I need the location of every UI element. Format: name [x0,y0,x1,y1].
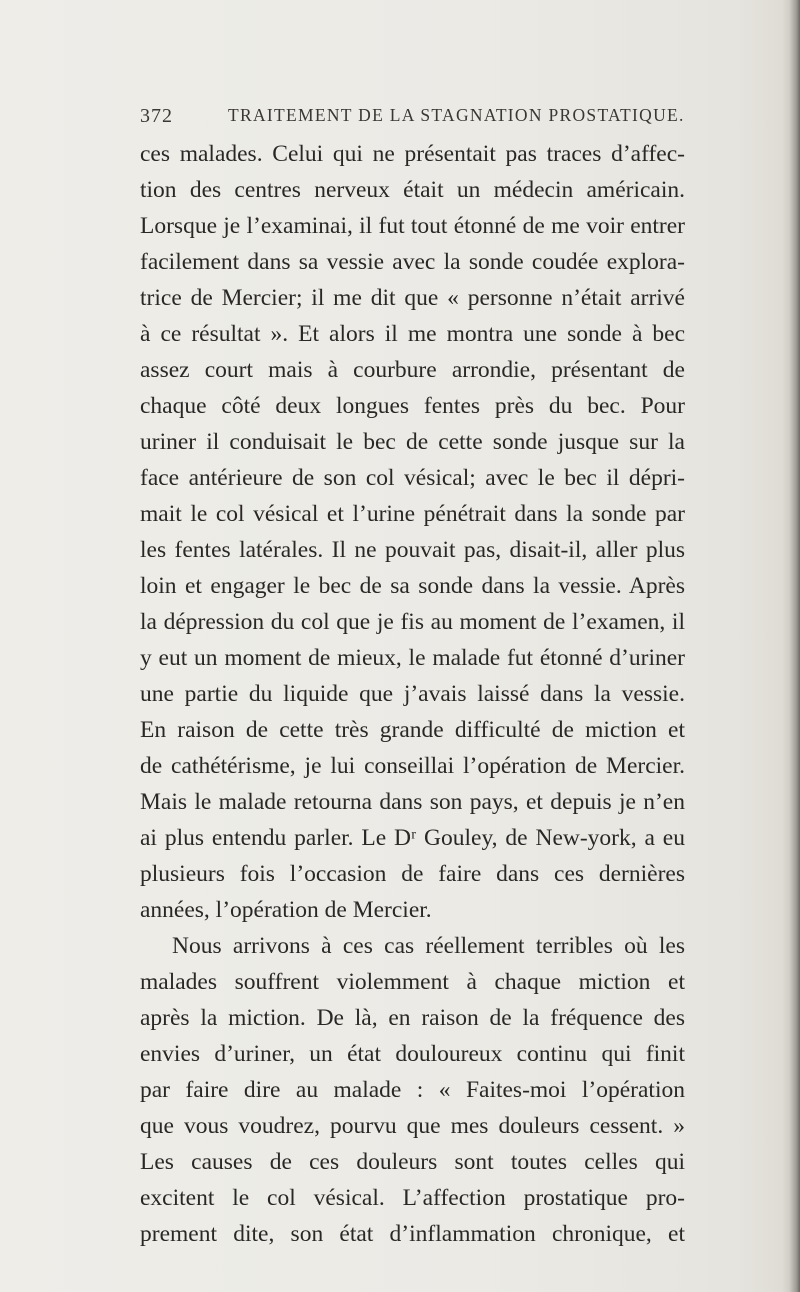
text-line: de cathétérisme, je lui conseillai l’opération de Mercier. [140,753,685,779]
text-line: prement dite, son état d’inflammation chronique, et [140,1221,685,1247]
text-line: trice de Mercier; il me dit que « personne n’était arrivé [140,285,685,311]
text-line: chaque côté deux longues fentes près du bec. Pour [140,393,685,419]
text-line: envies d’uriner, un état douloureux continu qui finit [140,1041,685,1067]
text-line: face antérieure de son col vésical; avec le bec il dépri- [140,465,685,491]
running-title: TRAITEMENT DE LA STAGNATION PROSTATIQUE. [228,105,685,125]
paragraph-start-line: Nous arrivons à ces cas réellement terribles où les [172,933,685,959]
page-header [140,105,685,129]
text-line: malades souffrent violemment à chaque miction et [140,969,685,995]
text-line: à ce résultat ». Et alors il me montra une sonde à bec [140,321,685,347]
text-line: les fentes latérales. Il ne pouvait pas, disait-il, aller plus [140,537,685,563]
page-binding-shadow [782,0,800,1292]
text-line: assez court mais à courbure arrondie, présentant de [140,357,685,383]
text-line: une partie du liquide que j’avais laissé dans la vessie. [140,681,685,707]
text-line: uriner il conduisait le bec de cette sonde jusque sur la [140,429,685,455]
text-line: ai plus entendu parler. Le Dʳ Gouley, de New-york, a eu [140,825,685,851]
text-line: plusieurs fois l’occasion de faire dans ces dernières [140,861,685,887]
text-line: par faire dire au malade : « Faites-moi l’opération [140,1077,685,1103]
text-line: après la miction. De là, en raison de la fréquence des [140,1005,685,1031]
text-line: la dépression du col que je fis au moment de l’examen, il [140,609,685,635]
text-line: y eut un moment de mieux, le malade fut étonné d’uriner [140,645,685,671]
text-line: que vous voudrez, pourvu que mes douleurs cessent. » [140,1113,685,1139]
paragraph-end-line: années, l’opération de Mercier. [140,897,432,923]
text-line: ces malades. Celui qui ne présentait pas traces d’affec- [140,141,685,167]
text-line: mait le col vésical et l’urine pénétrait dans la sonde par [140,501,685,527]
text-line: facilement dans sa vessie avec la sonde coudée explora- [140,249,685,275]
text-line: tion des centres nerveux était un médecin américain. [140,177,685,203]
text-line: Lorsque je l’examinai, il fut tout étonné de me voir entrer [140,213,685,239]
body-text [140,136,685,1252]
text-line: Les causes de ces douleurs sont toutes celles qui [140,1149,685,1175]
page-number: 372 [140,105,173,127]
text-line: En raison de cette très grande difficulté de miction et [140,717,685,743]
text-line: loin et engager le bec de sa sonde dans la vessie. Après [140,573,685,599]
text-line: excitent le col vésical. L’affection prostatique pro- [140,1185,685,1211]
text-line: Mais le malade retourna dans son pays, et depuis je n’en [140,789,685,815]
